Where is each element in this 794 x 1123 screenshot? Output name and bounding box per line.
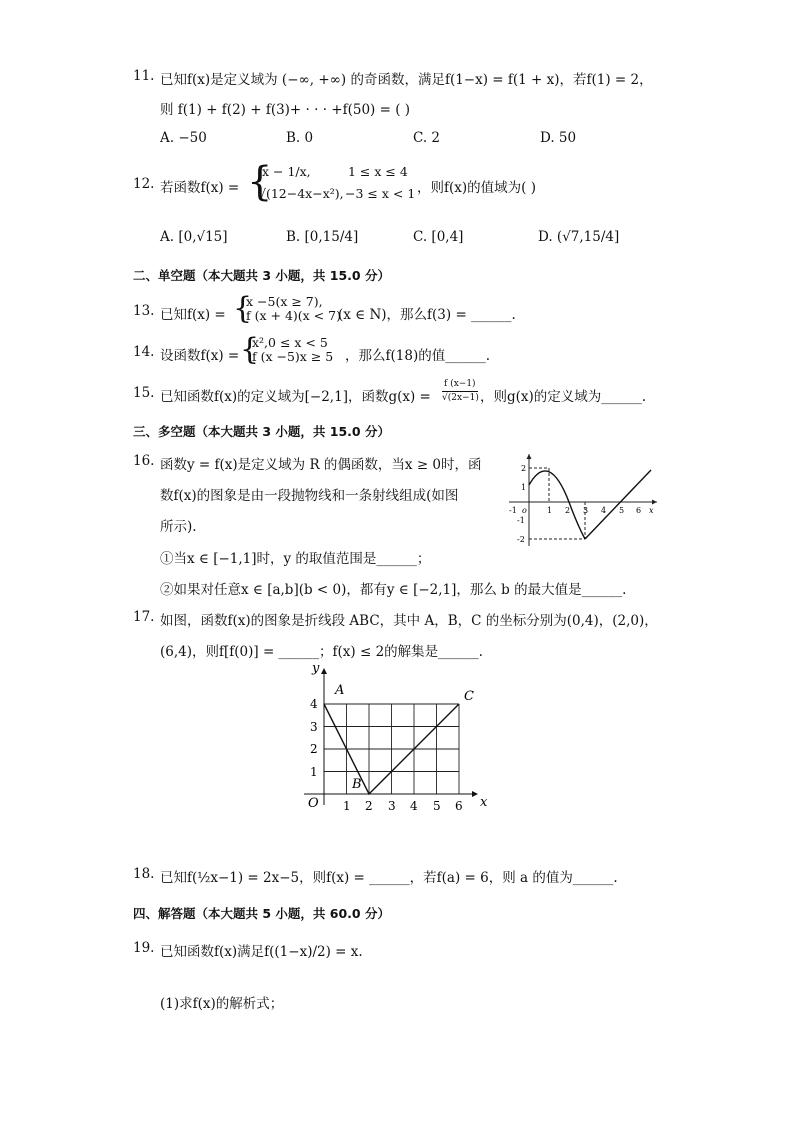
q19-text: 已知函数f(x)满足f((1−x)/2) = x. xyxy=(160,944,363,960)
q13-prefix: 已知f(x) = xyxy=(160,307,226,323)
q16-tick-x-2: 2 xyxy=(565,506,571,515)
q16-tick-origin: o xyxy=(522,506,527,515)
q14-case2: f (x −5)x ≥ 5 xyxy=(252,349,334,364)
q15-fraction-bar xyxy=(442,391,478,392)
q16-tick-y-2: 2 xyxy=(521,464,527,473)
q12-option-b: B. [0,15/4] xyxy=(286,229,359,245)
section-heading-multi-blank: 三、多空题（本大题共 3 小题，共 15.0 分） xyxy=(133,424,390,439)
q16-tick-x-5: 5 xyxy=(619,506,625,515)
q11-number: 11. xyxy=(133,68,155,84)
q17-line2: (6,4)，则f[f(0)] = ______；f(x) ≤ 2的解集是______. xyxy=(160,644,483,660)
q11-line2: 则 f(1) + f(2) + f(3)+ · · · +f(50) = ( ) xyxy=(160,102,411,118)
q15-fraction-numerator: f (x−1) xyxy=(444,379,476,389)
q17-tick-x-1: 1 xyxy=(343,799,351,810)
q16-y-arrow xyxy=(527,454,532,459)
q12-brace: { xyxy=(247,159,273,205)
q17-y-arrow xyxy=(321,668,327,674)
q16-function-graph xyxy=(503,450,663,550)
q17-line1: 如图，函数f(x)的图象是折线段 ABC，其中 A，B，C 的坐标分别为(0,4)，(2,0)， xyxy=(160,613,658,629)
section-heading-solutions: 四、解答题（本大题共 5 小题，共 60.0 分） xyxy=(133,906,390,921)
q12-case2-expr: √(12−4x−x²), xyxy=(258,186,344,201)
q14-suffix: ，那么f(18)的值______. xyxy=(345,348,490,364)
q17-tick-x-6: 6 xyxy=(455,799,463,810)
q17-tick-y-1: 1 xyxy=(310,765,318,779)
q13-case1: x −5(x ≥ 7), xyxy=(246,294,323,309)
q16-tick-y-neg2: -2 xyxy=(517,535,525,544)
q17-point-a-label: A xyxy=(335,683,345,698)
q18-number: 18. xyxy=(133,866,155,882)
q17-number: 17. xyxy=(133,609,155,625)
q12-option-d: D. (√7,15/4] xyxy=(538,229,620,245)
q15-text-b: ，则g(x)的定义域为______. xyxy=(480,389,647,405)
q13-suffix: (x ∈ N)，那么f(3) = ______. xyxy=(338,307,516,323)
q11-line1: 已知f(x)是定义域为 (−∞, +∞) 的奇函数，满足f(1−x) = f(1 + x)，若f(1) = 2， xyxy=(160,72,653,88)
q19-number: 19. xyxy=(133,940,155,956)
q16-tick-y-1: 1 xyxy=(521,483,527,492)
q16-parabola xyxy=(529,471,585,539)
q16-tick-x-3: 3 xyxy=(583,506,589,515)
q19-sub1: (1)求f(x)的解析式； xyxy=(160,996,284,1012)
q12-prefix: 若函数f(x) = xyxy=(160,180,240,196)
q16-axis-label-x: x xyxy=(649,506,654,515)
q12-number: 12. xyxy=(133,176,155,192)
q16-number: 16. xyxy=(133,453,155,469)
q16-x-arrow xyxy=(652,500,657,505)
q12-case1-cond: 1 ≤ x ≤ 4 xyxy=(348,164,408,179)
q16-tick-x-6: 6 xyxy=(636,506,642,515)
q17-axis-label-y: y xyxy=(312,661,320,676)
q17-axis-label-x: x xyxy=(480,795,488,810)
q12-option-c: C. [0,4] xyxy=(413,229,464,245)
q17-point-b-label: B xyxy=(352,777,362,792)
q17-tick-x-5: 5 xyxy=(433,799,441,810)
q15-fraction-denominator: √(2x−1) xyxy=(442,393,479,403)
q16-tick-y-neg1: -1 xyxy=(517,516,525,525)
q17-function-graph xyxy=(296,660,496,810)
q13-case2: f (x + 4)(x < 7) xyxy=(246,308,341,323)
q16-tick-x-neg1: -1 xyxy=(509,506,517,515)
q11-option-d: D. 50 xyxy=(540,130,577,146)
q16-line2: 数f(x)的图象是由一段抛物线和一条射线组成(如图 xyxy=(160,488,459,504)
q15-text-a: 已知函数f(x)的定义域为[−2,1]，函数g(x) = xyxy=(160,389,431,405)
q18-text: 已知f(½x−1) = 2x−5，则f(x) = ______，若f(a) = 6，则 a 的值为______. xyxy=(160,870,618,886)
q11-option-a: A. −50 xyxy=(160,130,207,146)
q17-origin-label: O xyxy=(308,796,319,810)
q14-prefix: 设函数f(x) = xyxy=(160,348,240,364)
q17-tick-y-3: 3 xyxy=(310,720,318,734)
q16-line4: ①当x ∈ [−1,1]时，y 的取值范围是______； xyxy=(160,551,431,567)
q16-line3: 所示). xyxy=(160,519,197,535)
q17-x-arrow xyxy=(472,791,478,797)
q13-brace: { xyxy=(233,291,253,326)
q11-option-b: B. 0 xyxy=(286,130,314,146)
q14-brace: { xyxy=(240,332,260,367)
q17-grid xyxy=(324,704,459,794)
q11-option-c: C. 2 xyxy=(413,130,441,146)
q12-option-a: A. [0,√15] xyxy=(160,229,228,245)
q12-suffix: ，则f(x)的值域为( ) xyxy=(417,180,536,196)
q14-number: 14. xyxy=(133,344,155,360)
q17-point-c-label: C xyxy=(464,689,474,704)
q17-tick-y-2: 2 xyxy=(310,742,318,756)
section-heading-single-blank: 二、单空题（本大题共 3 小题，共 15.0 分） xyxy=(133,268,390,283)
q13-number: 13. xyxy=(133,303,155,319)
q17-tick-y-4: 4 xyxy=(310,697,318,711)
q16-ray xyxy=(585,470,651,539)
q12-case1-expr: x − 1/x, xyxy=(262,164,311,179)
q12-case2-cond: −3 ≤ x < 1 xyxy=(345,186,416,201)
q16-line5: ②如果对任意x ∈ [a,b](b < 0)，都有y ∈ [−2,1]，那么 b 的最大值是______. xyxy=(160,582,627,598)
q17-tick-x-3: 3 xyxy=(388,799,396,810)
q14-case1: x²,0 ≤ x < 5 xyxy=(252,335,328,350)
q17-tick-x-2: 2 xyxy=(365,799,373,810)
q16-tick-x-4: 4 xyxy=(601,506,607,515)
q16-tick-x-1: 1 xyxy=(547,506,553,515)
q16-line1: 函数y = f(x)是定义域为 R 的偶函数，当x ≥ 0时，函 xyxy=(160,457,482,473)
q17-tick-x-4: 4 xyxy=(410,799,418,810)
q15-number: 15. xyxy=(133,385,155,401)
